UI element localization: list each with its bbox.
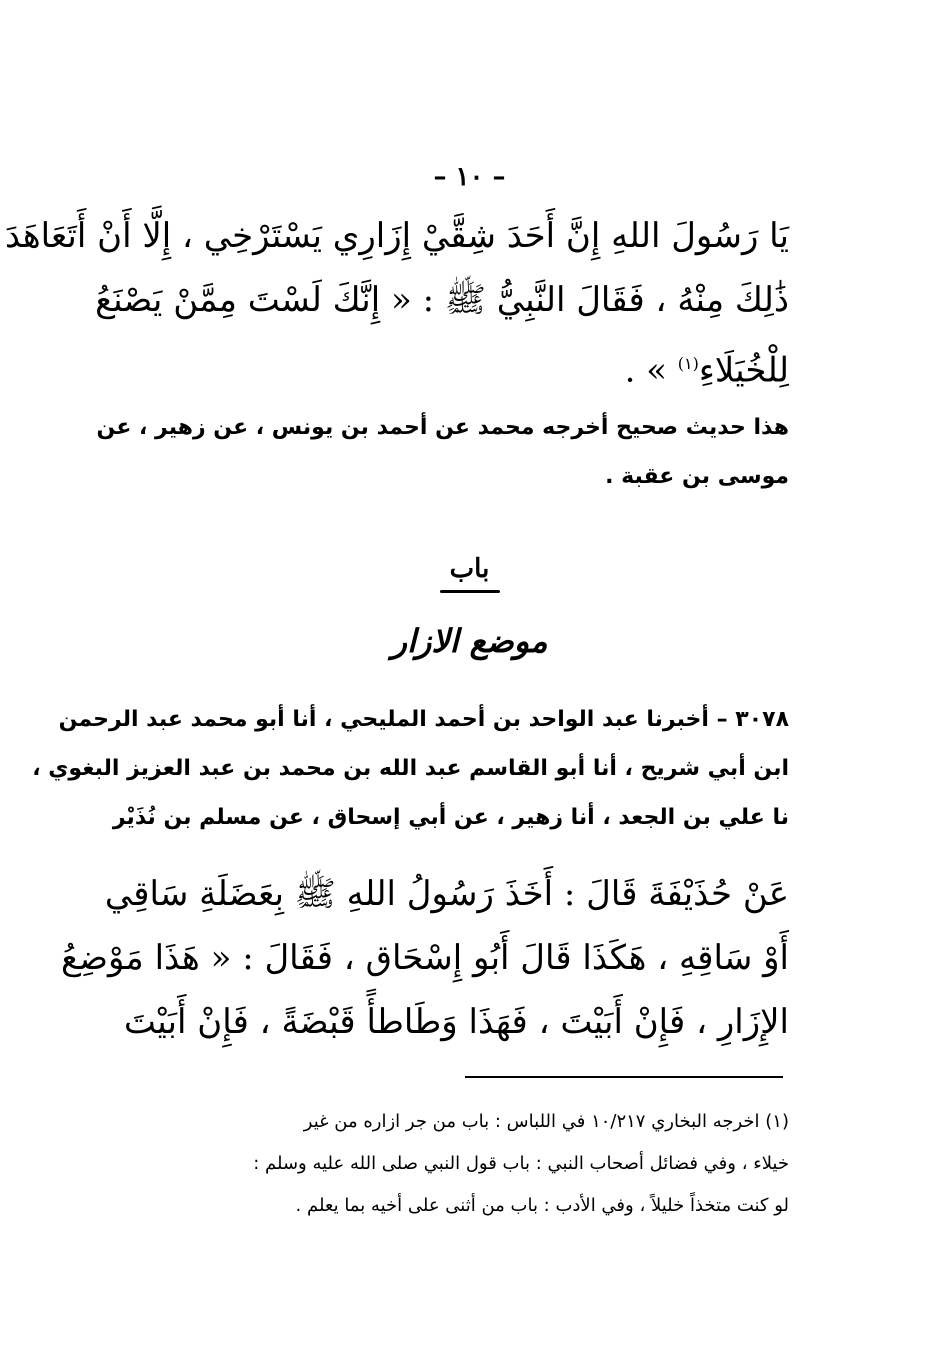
isnad-line: ابن أبي شريح ، أنا أبو القاسم عبد الله بن محمد بن عبد العزيز البغوي ، (32, 756, 789, 781)
isnad-paragraph (32, 695, 789, 842)
footnotes (149, 1101, 789, 1227)
takhrij-line: هذا حديث صحيح أخرجه محمد عن أحمد بن يونس ، عن زهير ، عن (96, 415, 789, 440)
takhrij-line: موسى بن عقبة . (605, 464, 789, 489)
bab-label: باب (449, 554, 490, 584)
hadith-bottom-line: عَنْ حُذَيْفَةَ قَالَ : أَخَذَ رَسُولُ اللهِ ﷺ بِعَضَلَةِ سَاقِي (104, 874, 789, 914)
hadith-top (4, 204, 789, 396)
footnote-separator (465, 1076, 783, 1078)
page-number: – ١٠ – (433, 162, 506, 192)
isnad-line: نا علي بن الجعد ، أنا زهير ، عن أبي إسحاق ، عن مسلم بن نُذَيْر (112, 805, 789, 830)
hadith-top-line-last (154, 332, 789, 396)
footnote-line: (١) اخرجه البخاري ١٠/٢١٧ في اللباس : باب من جر ازاره من غير (303, 1111, 789, 1132)
hadith-top-line: يَا رَسُولَ اللهِ إِنَّ أَحَدَ شِقَّيْ إِزَارِي يَسْتَرْخِي ، إِلَّا أَنْ أَتَعَاهَدَ (4, 216, 789, 256)
hadith-bottom-line: الإِزَارِ ، فَإِنْ أَبَيْتَ ، فَهَذَا وَطَاطأً قَبْضَةً ، فَإِنْ أَبَيْتَ (123, 1002, 789, 1042)
takhrij-paragraph (96, 403, 789, 501)
bab-underline (440, 590, 500, 593)
hadith-top-closing: » . (624, 350, 667, 391)
chapter-title: موضع الازار (391, 622, 548, 660)
footnote-line: خيلاء ، وفي فضائل أصحاب النبي : باب قول النبي صلى الله عليه وسلم : (253, 1153, 789, 1174)
hadith-top-line: لِلْخُيَلَاءِ (698, 350, 789, 391)
hadith-bottom-line: أَوْ سَاقِهِ ، هَكَذَا قَالَ أَبُو إِسْحَاق ، فَقَالَ : « هَذَا مَوْضِعُ (61, 938, 789, 978)
isnad-line: ٣٠٧٨ – أخبرنا عبد الواحد بن أحمد المليحي ، أنا أبو محمد عبد الرحمن (58, 707, 789, 732)
footnote-marker: (١) (677, 354, 699, 373)
hadith-bottom (61, 862, 789, 1054)
footnote-line: لو كنت متخذاً خليلاً ، وفي الأدب : باب من أثنى على أخيه بما يعلم . (295, 1195, 789, 1216)
hadith-top-line: ذَٰلِكَ مِنْهُ ، فَقَالَ النَّبِيُّ ﷺ : « إِنَّكَ لَسْتَ مِمَّنْ يَصْنَعُ (95, 280, 789, 320)
